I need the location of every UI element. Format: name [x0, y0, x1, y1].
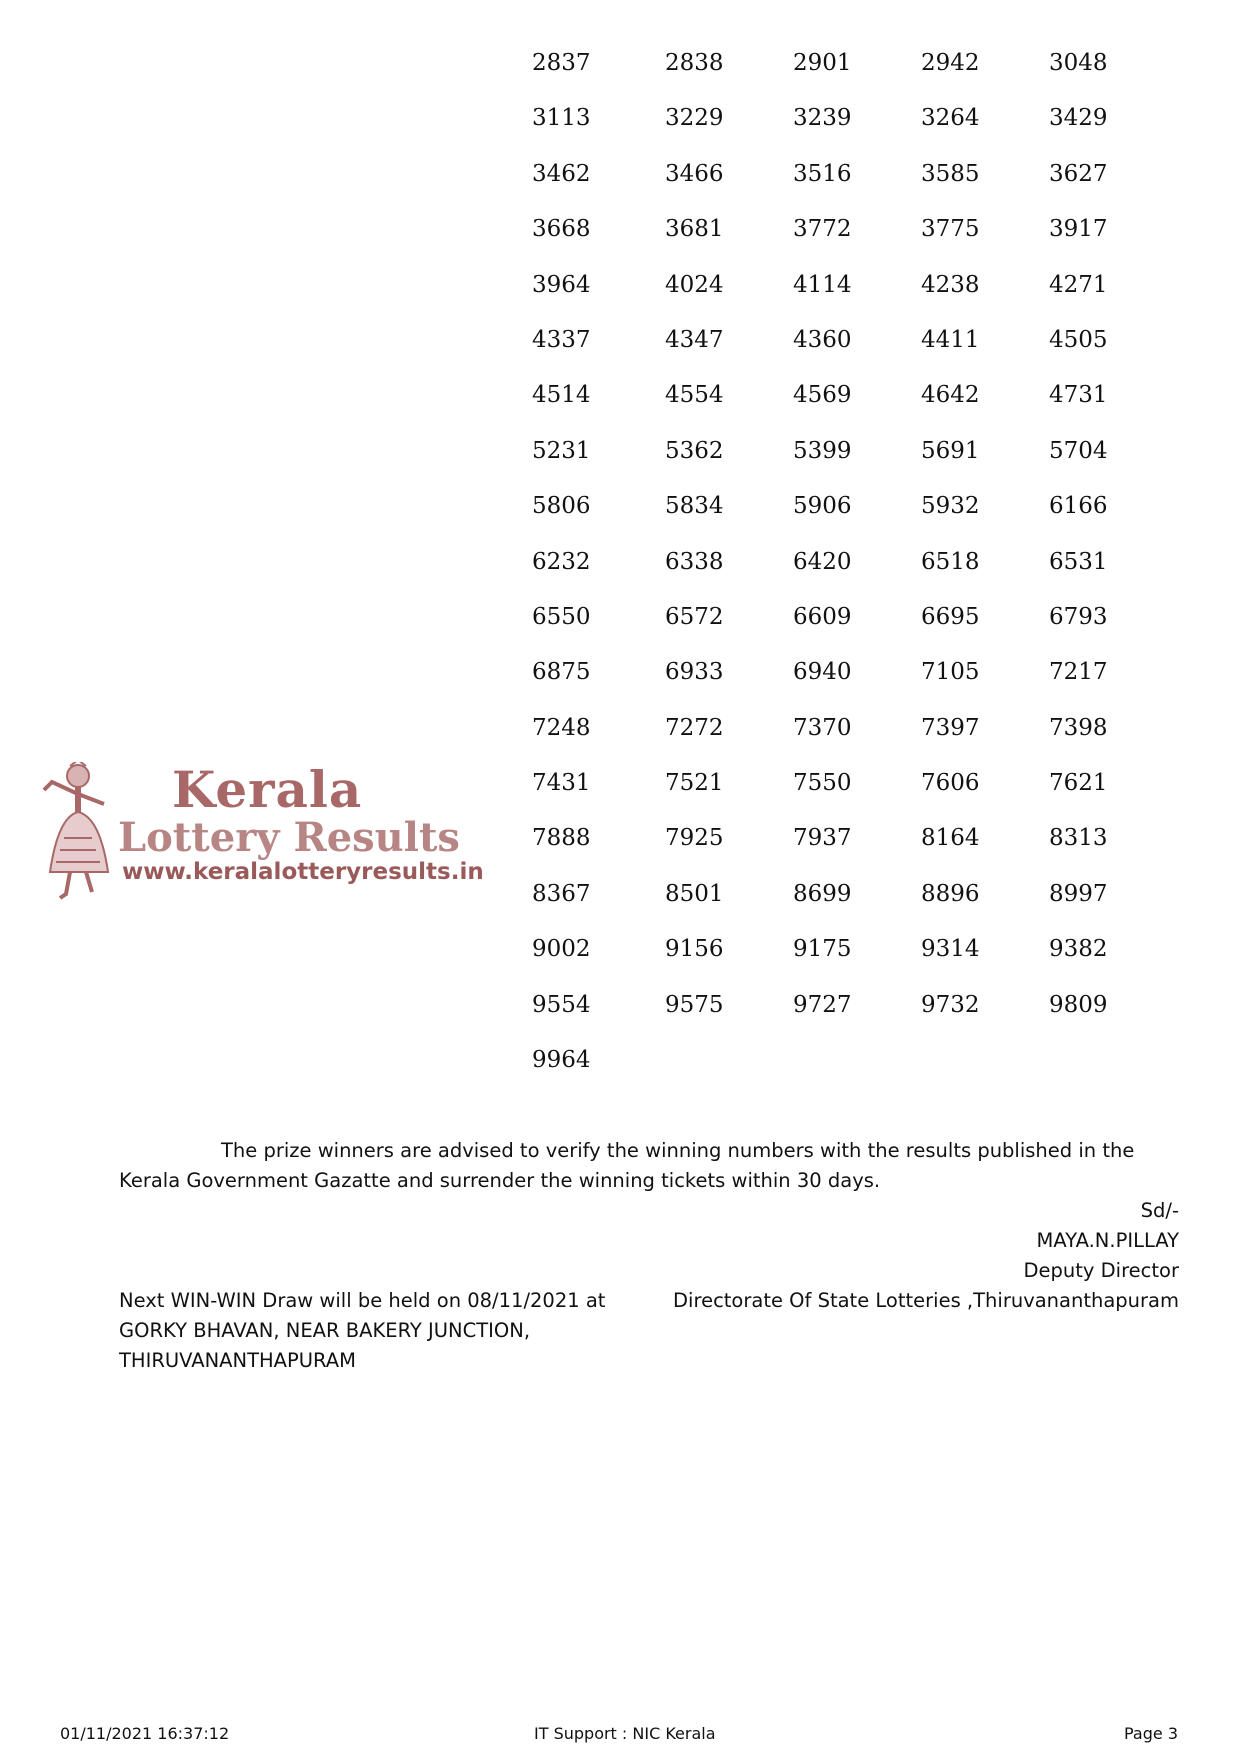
winning-number: 5362 [665, 437, 724, 464]
next-draw-info [119, 1286, 605, 1376]
winning-number: 3239 [793, 105, 852, 132]
winning-number: 7398 [1049, 714, 1108, 741]
winning-number: 2838 [665, 50, 724, 76]
winning-number: 6940 [793, 659, 852, 686]
winning-number: 6933 [665, 659, 724, 686]
winning-number: 6518 [921, 548, 980, 575]
winning-number: 7397 [921, 714, 980, 741]
winning-number: 3668 [532, 216, 591, 243]
winning-number: 6875 [532, 659, 591, 686]
winners-advice-text: The prize winners are advised to verify the winning numbers with the results published in the Kerala Government Gazatte and surrender the winning tickets within 30 days. [119, 1139, 1135, 1192]
winning-number: 4505 [1049, 326, 1108, 353]
winning-number: 7105 [921, 659, 980, 686]
winning-number: 5231 [532, 437, 591, 464]
winning-number: 3516 [793, 160, 852, 187]
winning-number: 3429 [1049, 105, 1108, 132]
winning-number: 4642 [921, 382, 980, 409]
winning-number: 3585 [921, 160, 980, 187]
next-draw-line-3: THIRUVANANTHAPURAM [119, 1349, 356, 1372]
winning-number: 5906 [793, 493, 852, 520]
footer-support: IT Support : NIC Kerala [534, 1724, 716, 1743]
signatory-designation: Deputy Director [1023, 1259, 1179, 1282]
winning-number: 3264 [921, 105, 980, 132]
winning-number: 9809 [1049, 991, 1108, 1018]
winning-number: 6609 [793, 603, 852, 630]
winning-number: 4114 [793, 271, 852, 298]
winning-number: 8164 [921, 825, 980, 852]
watermark-url: www.keralalotteryresults.in [122, 859, 484, 885]
winning-number: 3229 [665, 105, 724, 132]
winning-number: 3772 [793, 216, 852, 243]
winning-number: 7937 [793, 825, 852, 852]
winning-number: 3113 [532, 105, 591, 132]
winning-number: 3048 [1049, 50, 1108, 76]
winning-number: 7521 [665, 770, 724, 797]
winning-number: 6695 [921, 603, 980, 630]
winning-number: 7888 [532, 825, 591, 852]
winning-number: 4731 [1049, 382, 1108, 409]
winning-number: 5691 [921, 437, 980, 464]
footer-timestamp: 01/11/2021 16:37:12 [60, 1724, 230, 1743]
winning-number: 7431 [532, 770, 591, 797]
winning-number: 4360 [793, 326, 852, 353]
winning-number: 3917 [1049, 216, 1108, 243]
winning-number: 3462 [532, 160, 591, 187]
winning-number: 6531 [1049, 548, 1108, 575]
winning-number: 9175 [793, 936, 852, 963]
winning-number: 2901 [793, 50, 852, 76]
winning-number: 9964 [532, 1047, 591, 1074]
winning-number: 6793 [1049, 603, 1108, 630]
winning-number: 8699 [793, 880, 852, 907]
winning-number: 9382 [1049, 936, 1108, 963]
winning-number: 7550 [793, 770, 852, 797]
winning-number: 7272 [665, 714, 724, 741]
winning-number: 5834 [665, 493, 724, 520]
winning-number: 9002 [532, 936, 591, 963]
footer-page-number: Page 3 [1124, 1724, 1178, 1743]
next-draw-line-2: GORKY BHAVAN, NEAR BAKERY JUNCTION, [119, 1319, 531, 1342]
winning-number: 4514 [532, 382, 591, 409]
kerala-lottery-watermark [38, 760, 484, 902]
winning-number: 4238 [921, 271, 980, 298]
signature-sd: Sd/- [1140, 1199, 1179, 1222]
winning-number: 6338 [665, 548, 724, 575]
winning-number: 7621 [1049, 770, 1108, 797]
winning-number: 4411 [921, 326, 980, 353]
winning-number: 6166 [1049, 493, 1108, 520]
winning-number: 8501 [665, 880, 724, 907]
winning-number: 2942 [921, 50, 980, 76]
signature-block [673, 1196, 1179, 1316]
winning-number: 8896 [921, 880, 980, 907]
winning-number: 3775 [921, 216, 980, 243]
signatory-office: Directorate Of State Lotteries ,Thiruvananthapuram [673, 1289, 1179, 1312]
winning-number: 8997 [1049, 880, 1108, 907]
winning-number: 9314 [921, 936, 980, 963]
winning-number: 4554 [665, 382, 724, 409]
winning-number: 4024 [665, 271, 724, 298]
winning-number: 5399 [793, 437, 852, 464]
winning-number: 7217 [1049, 659, 1108, 686]
winning-number: 6420 [793, 548, 852, 575]
winning-number: 7925 [665, 825, 724, 852]
watermark-title: Kerala [172, 760, 363, 819]
winning-number: 7606 [921, 770, 980, 797]
signatory-name: MAYA.N.PILLAY [1036, 1229, 1179, 1252]
winning-number: 3964 [532, 271, 591, 298]
winning-number: 6232 [532, 548, 591, 575]
winning-number: 3681 [665, 216, 724, 243]
winning-number: 9156 [665, 936, 724, 963]
winning-number: 4271 [1049, 271, 1108, 298]
winning-number: 4347 [665, 326, 724, 353]
winning-numbers-grid [532, 38, 1119, 1090]
winning-number: 6550 [532, 603, 591, 630]
winning-number: 6572 [665, 603, 724, 630]
winning-number: 5932 [921, 493, 980, 520]
winning-number: 4337 [532, 326, 591, 353]
winning-number: 3627 [1049, 160, 1108, 187]
winning-number: 5806 [532, 493, 591, 520]
winning-number: 2837 [532, 50, 591, 76]
kathakali-dancer-icon [38, 762, 128, 902]
next-draw-line-1: Next WIN-WIN Draw will be held on 08/11/2021 at [119, 1289, 606, 1312]
winning-number: 8313 [1049, 825, 1108, 852]
winning-number: 9732 [921, 991, 980, 1018]
watermark-subtitle: Lottery Results [118, 814, 460, 861]
winning-number: 7248 [532, 714, 591, 741]
winning-number: 5704 [1049, 437, 1108, 464]
winning-number: 9575 [665, 991, 724, 1018]
winning-number: 7370 [793, 714, 852, 741]
winning-number: 4569 [793, 382, 852, 409]
winning-number: 8367 [532, 880, 591, 907]
winning-number: 3466 [665, 160, 724, 187]
winning-number: 9727 [793, 991, 852, 1018]
winning-number: 9554 [532, 991, 591, 1018]
